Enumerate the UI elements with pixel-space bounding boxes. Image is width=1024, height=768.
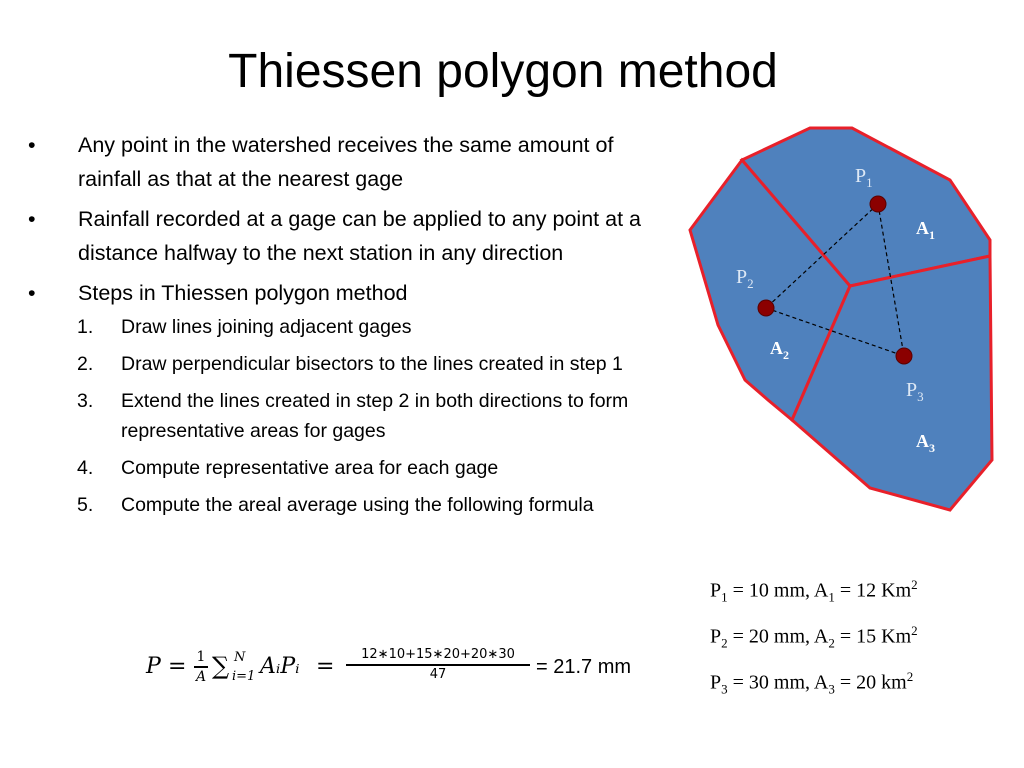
formula-equals: =	[316, 654, 335, 679]
legend-unit-sup: 2	[906, 669, 914, 684]
summation-symbol: ∑	[212, 652, 230, 680]
legend-p-value: = 30 mm,	[727, 671, 814, 694]
fraction-denominator: 47	[429, 666, 447, 682]
legend-unit-sup: 2	[911, 577, 918, 592]
step-number: 5.	[77, 494, 94, 516]
step-text: Compute representative area for each gage	[121, 457, 499, 479]
legend-p-value: = 10 mm,	[727, 579, 814, 602]
bullet-text: Steps in Thiessen polygon method	[78, 281, 408, 305]
area-label-a3: $A_3$	[916, 431, 935, 455]
formula-equals: =	[168, 654, 187, 679]
formula-result: = 21.7 mm	[536, 656, 632, 678]
bullet-dot: •	[28, 281, 36, 305]
legend-a-sub: 1	[828, 589, 835, 605]
fraction-denominator: A	[195, 668, 207, 685]
legend-a-value: = 20 km	[834, 671, 907, 694]
legend-p-sub: 2	[721, 635, 728, 651]
gage-p2	[758, 300, 774, 316]
bullet-dot: •	[28, 133, 36, 157]
slide-title: Thiessen polygon method	[228, 45, 778, 98]
legend-a-sub: 3	[828, 681, 835, 697]
summation-lower: i=1	[232, 669, 256, 684]
step-text: Draw perpendicular bisectors to the lines created in step 1	[121, 353, 623, 375]
formula-term: AᵢPᵢ	[260, 654, 300, 679]
legend-a: A	[813, 579, 829, 602]
step-text: Extend the lines created in step 2 in both directions to form representative areas for gages	[121, 390, 629, 442]
legend-a-value: = 15 Km	[834, 625, 912, 648]
legend-a: A	[813, 671, 829, 694]
step-text: Compute the areal average using the following formula	[121, 494, 594, 516]
legend-a-value: = 12 Km	[834, 579, 912, 602]
gage-p3	[896, 348, 912, 364]
summation-upper: N	[234, 650, 246, 665]
bullet-text: Rainfall recorded at a gage can be applied to any point at a distance halfway to the next station in any direction	[78, 207, 641, 265]
legend-p-sub: 3	[721, 681, 728, 697]
step-number: 2.	[77, 353, 94, 375]
legend-row	[710, 612, 918, 658]
formula-lhs: P	[146, 654, 161, 679]
legend-p-value: = 20 mm,	[727, 625, 814, 648]
step-number: 4.	[77, 457, 94, 479]
gage-label-p2: $P_2$	[736, 266, 754, 291]
legend-a: A	[813, 625, 829, 648]
gage-label-p1: $P_1$	[855, 165, 873, 190]
bullet-dot: •	[28, 207, 36, 231]
fraction-numerator: 12∗10+15∗20+20∗30	[361, 647, 515, 662]
bullet-text: Any point in the watershed receives the same amount of rainfall as that at the nearest gage	[78, 133, 614, 191]
step-text: Draw lines joining adjacent gages	[121, 316, 412, 338]
gage-data-legend	[710, 566, 918, 704]
fraction-numerator: 1	[196, 649, 206, 665]
legend-p: P	[710, 579, 722, 602]
area-label-a2: $A_2$	[770, 338, 789, 362]
legend-row	[710, 658, 918, 704]
gage-p1	[870, 196, 886, 212]
legend-row	[710, 566, 918, 612]
legend-p-sub: 1	[721, 589, 728, 605]
area-label-a1: $A_1$	[916, 218, 935, 242]
step-number: 3.	[77, 390, 94, 412]
step-number: 1.	[77, 316, 94, 338]
legend-unit-sup: 2	[911, 623, 918, 638]
legend-p: P	[710, 671, 722, 694]
legend-a-sub: 2	[828, 635, 835, 651]
legend-p: P	[710, 625, 722, 648]
gage-label-p3: $P_3$	[906, 379, 924, 404]
